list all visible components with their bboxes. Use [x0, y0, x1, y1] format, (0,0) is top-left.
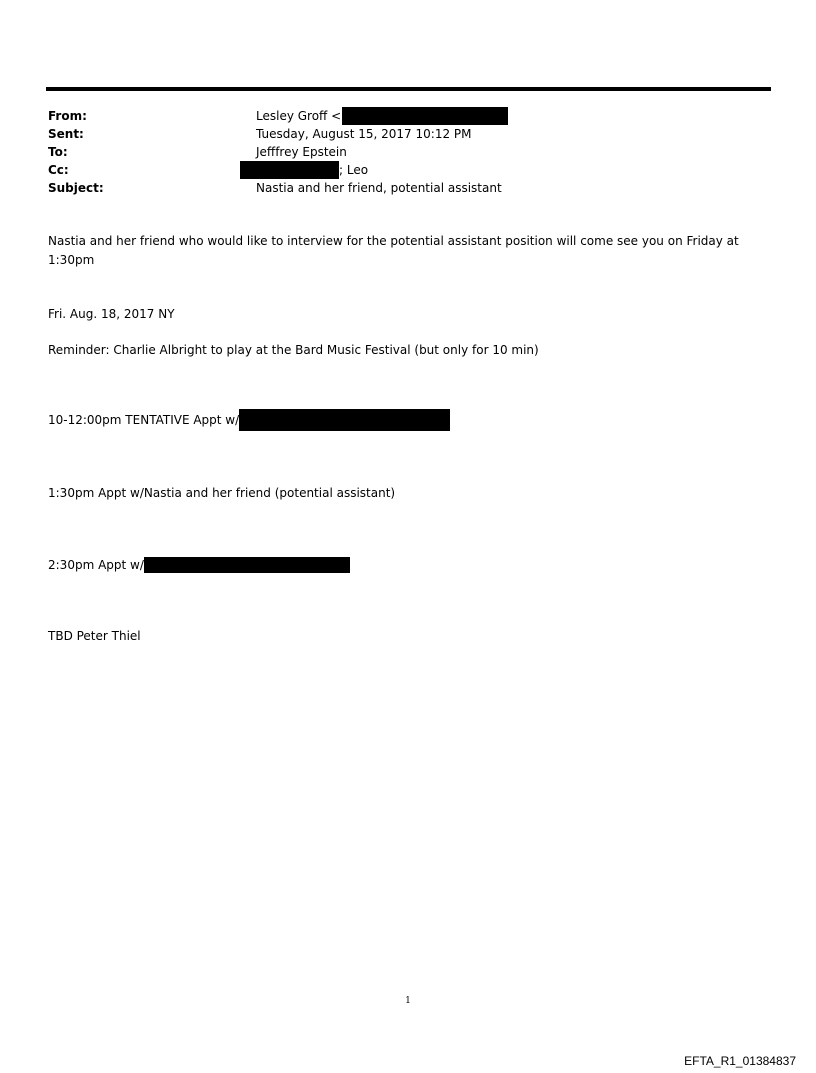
cc-label: Cc: [48, 163, 69, 177]
appointment-2: 1:30pm Appt w/Nastia and her friend (potential assistant) [48, 486, 396, 500]
from-sender: Lesley Groff < [256, 109, 342, 123]
subject-value: Nastia and her friend, potential assistant [256, 181, 502, 195]
to-label: To: [48, 145, 68, 159]
appointment-3 [48, 556, 350, 575]
body-intro-line-1: Nastia and her friend who would like to interview for the potential assistant position will come see you on Friday at [48, 234, 739, 248]
redaction-bar [342, 107, 508, 125]
document-id: EFTA_R1_01384837 [684, 1054, 796, 1068]
tbd-line: TBD Peter Thiel [48, 629, 141, 643]
from-label: From: [48, 109, 87, 123]
appointment-3-text: 2:30pm Appt w/ [48, 558, 144, 572]
redaction-bar [240, 161, 339, 179]
cc-recipient: ; Leo [339, 163, 369, 177]
subject-label: Subject: [48, 181, 104, 195]
schedule-date: Fri. Aug. 18, 2017 NY [48, 307, 175, 321]
page-number: 1 [405, 996, 411, 1006]
redaction-bar [239, 409, 450, 431]
schedule-reminder: Reminder: Charlie Albright to play at the Bard Music Festival (but only for 10 min) [48, 343, 539, 357]
appointment-1-text: 10-12:00pm TENTATIVE Appt w/ [48, 413, 240, 427]
cc-value [240, 161, 368, 179]
header-rule [46, 87, 771, 91]
appointment-1 [48, 411, 450, 431]
to-value: Jefffrey Epstein [256, 145, 347, 159]
sent-value: Tuesday, August 15, 2017 10:12 PM [256, 127, 472, 141]
body-intro-line-2: 1:30pm [48, 253, 95, 267]
redaction-bar [144, 557, 350, 573]
from-value [256, 107, 508, 125]
sent-label: Sent: [48, 127, 84, 141]
